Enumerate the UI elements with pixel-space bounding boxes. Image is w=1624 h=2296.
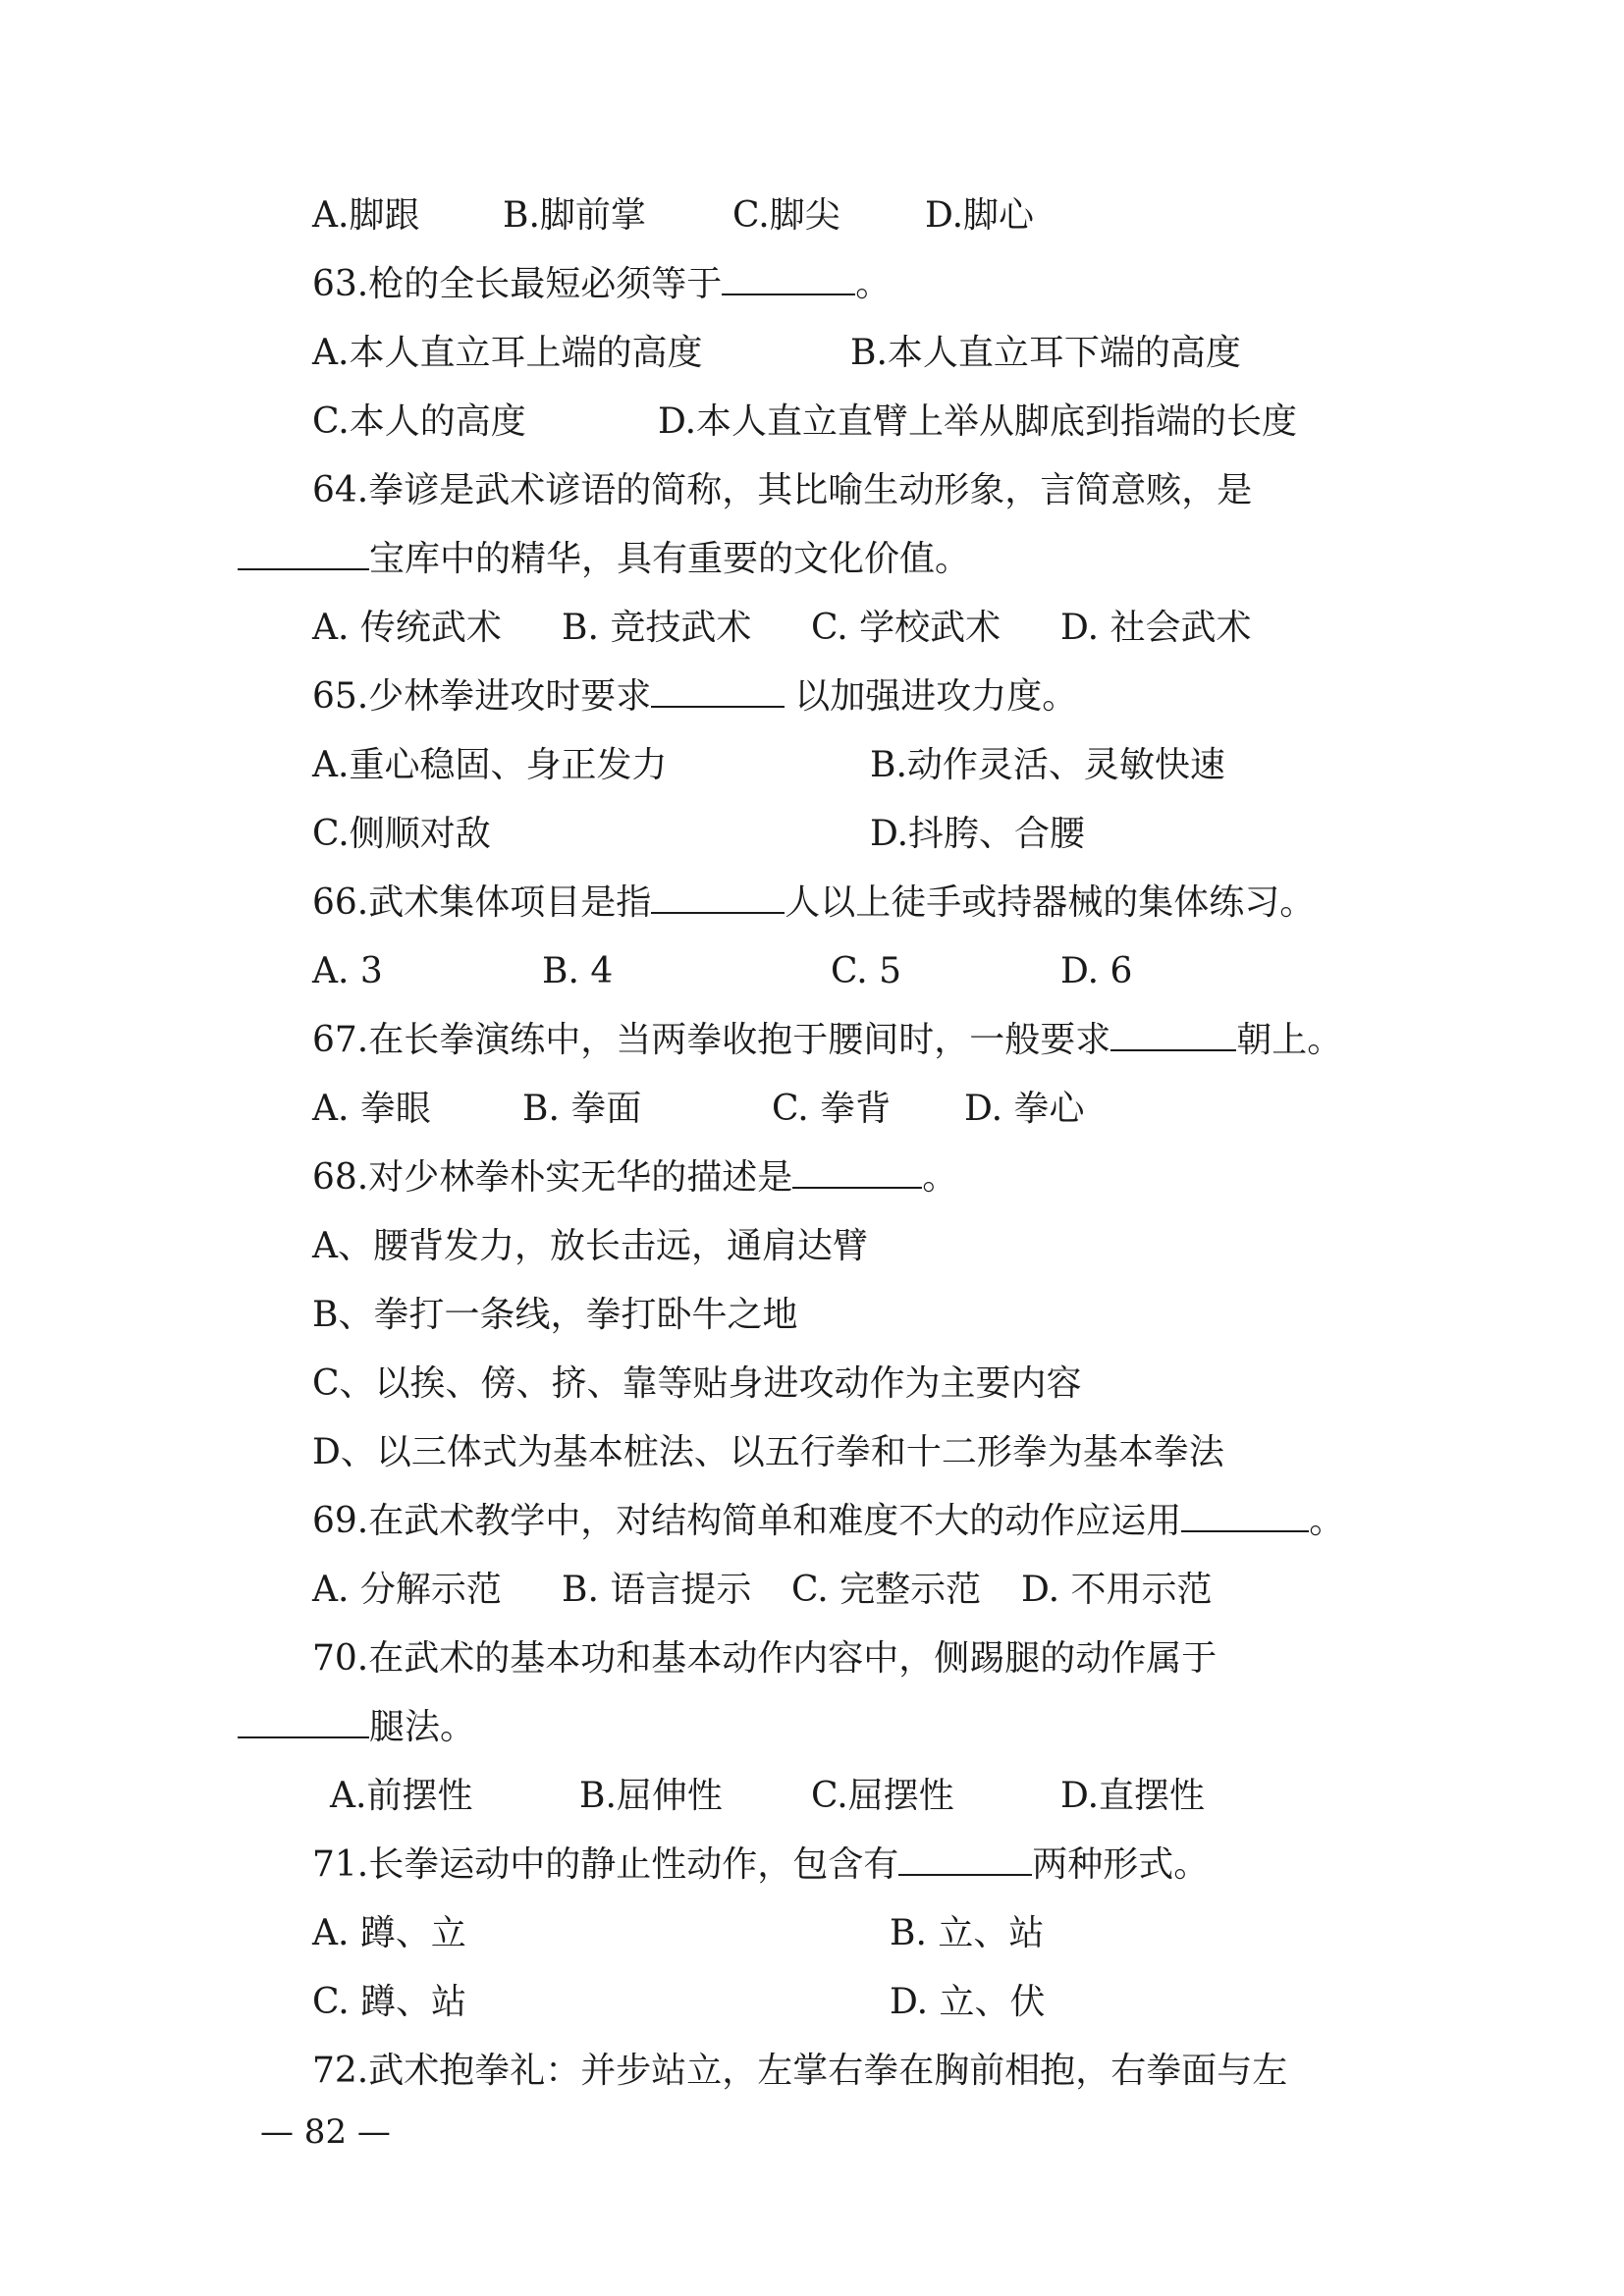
q69-option-d: D. 不用示范 [1021,1570,1213,1610]
answer-blank [651,676,785,708]
q62-option-a: A.脚跟 [312,195,420,236]
q71-option-a: A. 蹲、立 [312,1913,466,1953]
page-number: — 82 — [260,2112,391,2152]
q62-option-c: C.脚尖 [732,195,840,236]
q70-stem-line2-text: 腿法。 [369,1707,476,1747]
q68-option-c: C、以挨、傍、挤、靠等贴身进攻动作为主要内容 [312,1363,1082,1404]
answer-blank [238,1707,369,1738]
q67-option-c: C. 拳背 [772,1089,892,1129]
q71-option-c: C. 蹲、站 [312,1982,467,2022]
q66-option-b: B. 4 [542,951,614,991]
q62-option-b: B.脚前掌 [503,195,646,236]
q64-option-b: B. 竞技武术 [562,608,752,648]
q70-option-b: B.屈伸性 [579,1776,723,1816]
q64-stem-line2-text: 宝库中的精华，具有重要的文化价值。 [369,539,971,579]
q69-stem [312,1498,1344,1545]
q68-stem [312,1154,957,1201]
q71-stem [312,1842,1209,1889]
q64-stem-line1: 64.拳谚是武术谚语的简称，其比喻生动形象，言简意赅，是 [312,470,1253,510]
q67-stem-text: 67.在长拳演练中，当两拳收抱于腰间时，一般要求 [312,1020,1111,1060]
q65-stem-text: 65.少林拳进攻时要求 [312,676,652,717]
q70-stem-line1: 70.在武术的基本功和基本动作内容中，侧踢腿的动作属于 [312,1638,1218,1679]
q63-option-a: A.本人直立耳上端的高度 [312,333,703,373]
q68-option-d: D、以三体式为基本桩法、以五行拳和十二形拳为基本拳法 [312,1432,1224,1472]
q69-stem-end: 。 [1309,1501,1345,1541]
q65-stem [312,673,1077,721]
q67-option-b: B. 拳面 [522,1089,642,1129]
q68-stem-text: 68.对少林拳朴实无华的描述是 [312,1157,793,1198]
q70-option-a: A.前摆性 [330,1776,473,1816]
q67-option-a: A. 拳眼 [312,1089,431,1129]
q70-stem-line2 [238,1704,475,1751]
q68-option-a: A、腰背发力，放长击远，通肩达臂 [312,1226,868,1266]
q63-option-d: D.本人直立直臂上举从脚底到指端的长度 [658,401,1298,442]
q71-stem-end: 两种形式。 [1032,1844,1210,1885]
q71-stem-text: 71.长拳运动中的静止性动作，包含有 [312,1844,899,1885]
q71-option-b: B. 立、站 [890,1913,1045,1953]
answer-blank [792,1157,922,1189]
q72-stem: 72.武术抱拳礼：并步站立，左掌右拳在胸前相抱，右拳面与左 [312,2051,1288,2091]
q70-option-c: C.屈摆性 [811,1776,954,1816]
q68-option-b: B、拳打一条线，拳打卧牛之地 [312,1295,798,1335]
q63-stem [312,261,891,308]
q63-stem-text: 63.枪的全长最短必须等于 [312,264,723,304]
q65-option-d: D.抖胯、合腰 [870,814,1086,854]
q66-option-c: C. 5 [831,951,902,991]
answer-blank [722,264,855,295]
q65-stem-end: 以加强进攻力度。 [794,676,1078,717]
q62-option-d: D.脚心 [925,195,1035,236]
q66-stem-end: 人以上徒手或持器械的集体练习。 [785,882,1316,923]
answer-blank [651,882,785,914]
answer-blank [1110,1020,1236,1051]
q63-option-c: C.本人的高度 [312,401,526,442]
q64-option-a: A. 传统武术 [312,608,502,648]
q69-stem-text: 69.在武术教学中，对结构简单和难度不大的动作应运用 [312,1501,1182,1541]
q69-option-a: A. 分解示范 [312,1570,502,1610]
q64-stem-line2 [238,536,970,583]
q70-option-d: D.直摆性 [1060,1776,1206,1816]
q68-stem-end: 。 [922,1157,958,1198]
q65-option-c: C.侧顺对敌 [312,814,491,854]
q66-option-a: A. 3 [312,951,383,991]
q65-option-a: A.重心稳固、身正发力 [312,745,668,785]
q63-stem-end: 。 [855,264,892,304]
q63-option-b: B.本人直立耳下端的高度 [850,333,1241,373]
q66-stem [312,880,1315,927]
q67-option-d: D. 拳心 [964,1089,1085,1129]
q65-option-b: B.动作灵活、灵敏快速 [870,745,1225,785]
q64-option-d: D. 社会武术 [1060,608,1252,648]
answer-blank [898,1844,1032,1876]
q69-option-c: C. 完整示范 [791,1570,982,1610]
q66-option-d: D. 6 [1060,951,1133,991]
q69-option-b: B. 语言提示 [562,1570,752,1610]
answer-blank [238,539,369,570]
q64-option-c: C. 学校武术 [811,608,1001,648]
q67-stem-end: 朝上。 [1236,1020,1343,1060]
q67-stem [312,1017,1342,1064]
q66-stem-text: 66.武术集体项目是指 [312,882,652,923]
q71-option-d: D. 立、伏 [890,1982,1046,2022]
answer-blank [1181,1501,1309,1532]
